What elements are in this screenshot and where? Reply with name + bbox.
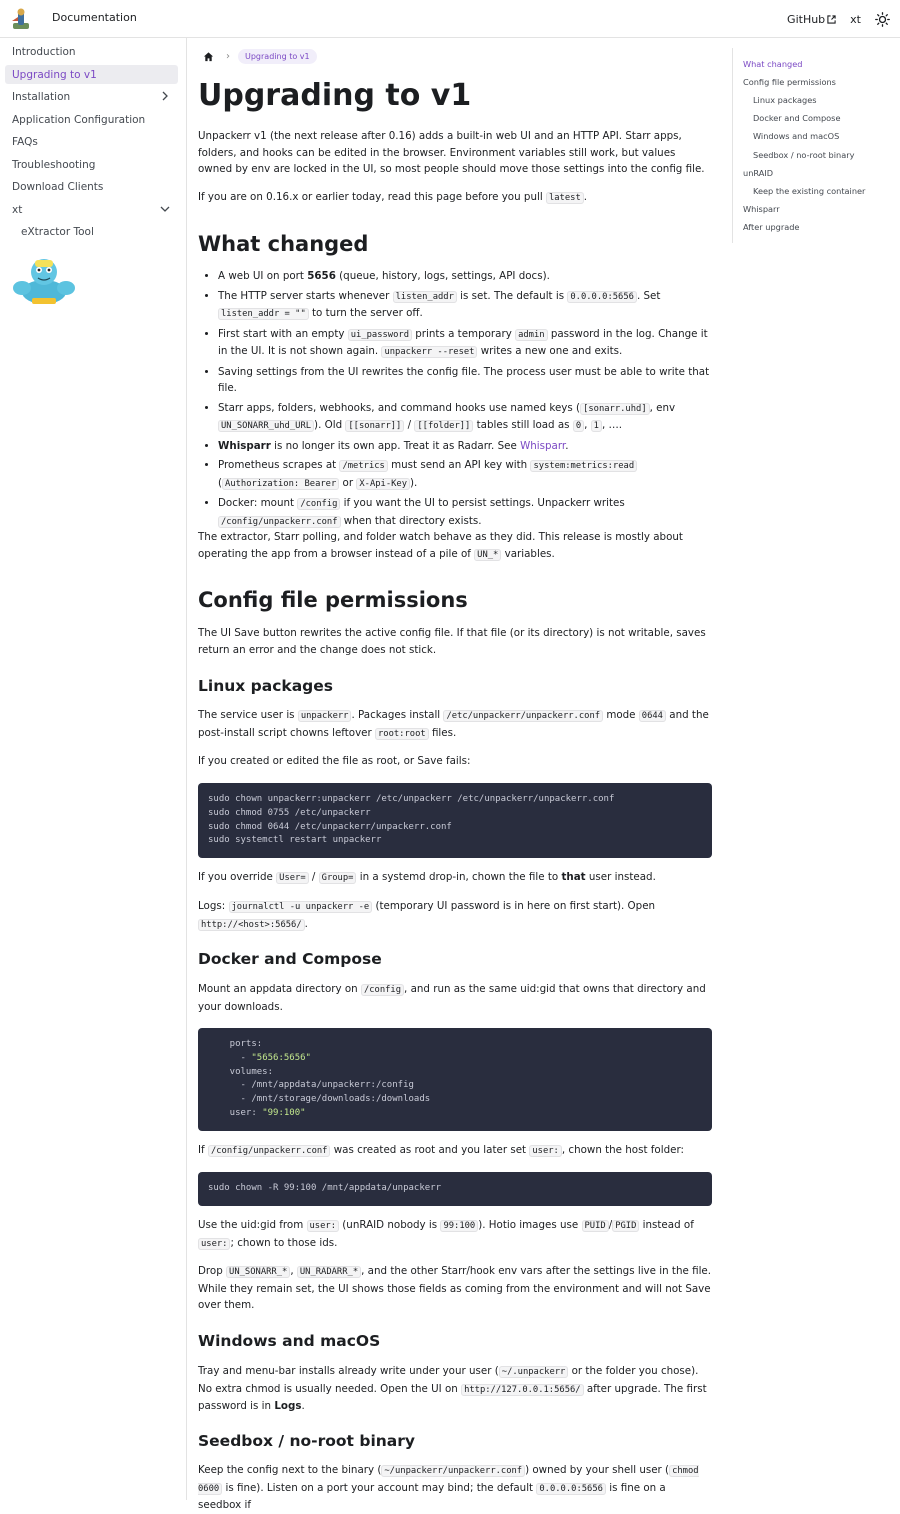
docker-paragraph-4: Drop UN_SONARR_* , UN_RADARR_* , and the other Starr/hook env vars after the settings live in the file. While they remain set, the UI shows those fields as coming from the environment and will not Save over them.: [198, 1265, 712, 1311]
mascot-image: [10, 254, 78, 308]
list-item: • Whisparr is no longer its own app. Treat it as Radarr. See Whisparr.: [218, 438, 712, 455]
sidebar-item-faqs[interactable]: FAQs: [12, 135, 38, 148]
sidebar-item-download-clients[interactable]: Download Clients: [12, 180, 104, 193]
sidebar-item-app-config[interactable]: Application Configuration: [12, 113, 146, 126]
linux-paragraph-4: Logs: journalctl -u unpackerr -e (temporary UI password is in here on first start). Open http://<host>:5656/ .: [198, 900, 656, 930]
sidebar-item-upgrading[interactable]: Upgrading to v1: [5, 65, 178, 84]
code-block-chown[interactable]: sudo chown -R 99:100 /mnt/appdata/unpackerr: [198, 1172, 712, 1206]
toc-item-linux-packages[interactable]: Linux packages: [753, 95, 817, 105]
after-list-paragraph: The extractor, Starr polling, and folder watch behave as they did. This release is mostly about operating the app from a browser instead of a pile of UN_* variables.: [198, 531, 683, 560]
heading-windows-macos: Windows and macOS: [198, 1332, 381, 1350]
toc-item-config-permissions[interactable]: Config file permissions: [743, 77, 836, 87]
home-button[interactable]: [198, 47, 218, 65]
code-block-docker[interactable]: ports: - "5656:5656" volumes: - /mnt/appdata/unpackerr:/config - /mnt/storage/downloads:/downloads user: "99:100": [198, 1028, 712, 1131]
intro-note: If you are on 0.16.x or earlier today, read this page before you pull latest .: [198, 191, 588, 203]
list-item: • A web UI on port 5656 (queue, history, logs, settings, API docs).: [218, 268, 712, 285]
list-item: • Docker: mount /config if you want the UI to persist settings. Unpackerr writes /config/unpackerr.conf when that directory exists.: [218, 495, 712, 530]
sidebar-item-label: xt: [12, 203, 23, 216]
docker-paragraph-1: Mount an appdata directory on /config , and run as the same uid:gid that owns that directory and your downloads.: [198, 983, 706, 1013]
sidebar-item-introduction[interactable]: Introduction: [12, 45, 76, 58]
heading-linux-packages: Linux packages: [198, 677, 333, 695]
breadcrumb: [198, 47, 317, 65]
docker-paragraph-2: If /config/unpackerr.conf was created as root and you later set user: , chown the host folder:: [198, 1144, 684, 1156]
sidebar-item-extractor-tool[interactable]: eXtractor Tool: [21, 225, 94, 238]
config-intro: The UI Save button rewrites the active config file. If that file (or its directory) is not writable, saves return an error and the change does not stick.: [198, 627, 706, 656]
heading-docker-compose: Docker and Compose: [198, 950, 382, 968]
brand-title[interactable]: Documentation: [52, 11, 137, 24]
toc-item-after-upgrade[interactable]: After upgrade: [743, 222, 800, 232]
changes-list: [198, 268, 712, 533]
toc-item-what-changed[interactable]: What changed: [743, 59, 803, 69]
list-item: • The HTTP server starts whenever listen_addr is set. The default is 0.0.0.0:5656 . Set listen_addr = "" to turn the server off.: [218, 288, 712, 323]
windows-paragraph: Tray and menu-bar installs already write under your user ( ~/.unpackerr or the folder you chose). No extra chmod is usually needed. Open the UI on http://127.0.0.1:5656/ after upgrade. The first password is in Logs.: [198, 1365, 707, 1412]
heading-seedbox: Seedbox / no-root binary: [198, 1432, 415, 1450]
page-title: Upgrading to v1: [198, 78, 472, 113]
breadcrumb-current[interactable]: Upgrading to v1: [238, 49, 317, 64]
sidebar-item-troubleshooting[interactable]: Troubleshooting: [12, 158, 96, 171]
external-link-icon: [827, 15, 836, 24]
list-item: • Starr apps, folders, webhooks, and command hooks use named keys ( [sonarr.uhd] , env UN_SONARR_uhd_URL ). Old [[sonarr]] / [[folder]] tables still load as 0 , 1 , ….: [218, 400, 712, 435]
table-of-contents: [732, 48, 900, 243]
linux-paragraph-2: If you created or edited the file as root, or Save fails:: [198, 755, 471, 767]
toc-item-seedbox[interactable]: Seedbox / no-root binary: [753, 150, 855, 160]
chevron-down-icon[interactable]: [160, 204, 170, 214]
chevron-right-icon: ›: [226, 50, 230, 62]
heading-what-changed: What changed: [198, 232, 369, 256]
xt-link[interactable]: xt: [850, 12, 861, 26]
list-item: • Prometheus scrapes at /metrics must send an API key with system:metrics:read ( Authorization: Bearer or X-Api-Key ).: [218, 457, 712, 492]
whisparr-link[interactable]: Whisparr: [520, 439, 566, 452]
sidebar-item-label: Installation: [12, 90, 71, 103]
seedbox-paragraph: Keep the config next to the binary ( ~/unpackerr/unpackerr.conf ) owned by your shell user ( chmod 0600 is fine). Listen on a port your account may bind; the default 0.0.0.0:5656 is fine on a seedbox if: [198, 1464, 699, 1511]
toc-item-keep-container[interactable]: Keep the existing container: [753, 186, 866, 196]
top-navbar: [0, 0, 900, 38]
intro-paragraph: Unpackerr v1 (the next release after 0.16) adds a built-in web UI and an HTTP API. Starr apps, folders, and hooks can be edited in the browser. Environment variables still work, but values owned by env are locked in the UI, so most people should move those settings into the config file.: [198, 130, 705, 175]
sidebar-item-xt[interactable]: [5, 200, 178, 219]
list-item: • First start with an empty ui_password prints a temporary admin password in the log. Change it in the UI. It is not shown again. unpackerr --reset writes a new one and exits.: [218, 326, 712, 361]
toc-item-docker-compose[interactable]: Docker and Compose: [753, 113, 841, 123]
list-item: • Saving settings from the UI rewrites the config file. The process user must be able to write that file.: [218, 364, 712, 397]
sidebar: [0, 38, 187, 1500]
linux-paragraph-3: If you override User= / Group= in a systemd drop-in, chown the file to that user instead.: [198, 871, 656, 883]
linux-paragraph-1: The service user is unpackerr . Packages install /etc/unpackerr/unpackerr.conf mode 0644 and the post-install script chowns leftover root:root files.: [198, 709, 709, 739]
sidebar-item-installation[interactable]: [5, 87, 178, 106]
github-label: GitHub: [787, 12, 826, 26]
sun-icon[interactable]: [875, 12, 890, 27]
code-block-linux[interactable]: sudo chown unpackerr:unpackerr /etc/unpackerr /etc/unpackerr/unpackerr.conf sudo chmod 0755 /etc/unpackerr sudo chmod 0644 /etc/unpackerr/unpackerr.conf sudo systemctl restart unpackerr: [198, 783, 712, 858]
toc-item-unraid[interactable]: unRAID: [743, 168, 774, 178]
logo-icon[interactable]: [10, 7, 32, 31]
home-icon: [203, 51, 214, 62]
toc-item-windows-macos[interactable]: Windows and macOS: [753, 131, 840, 141]
toc-item-whisparr[interactable]: Whisparr: [743, 204, 780, 214]
chevron-right-icon[interactable]: [160, 91, 170, 101]
github-link[interactable]: [787, 13, 836, 26]
docker-paragraph-3: Use the uid:gid from user: (unRAID nobody is 99:100 ). Hotio images use PUID / PGID instead of user: ; chown to those ids.: [198, 1219, 694, 1249]
heading-config-permissions: Config file permissions: [198, 588, 468, 612]
